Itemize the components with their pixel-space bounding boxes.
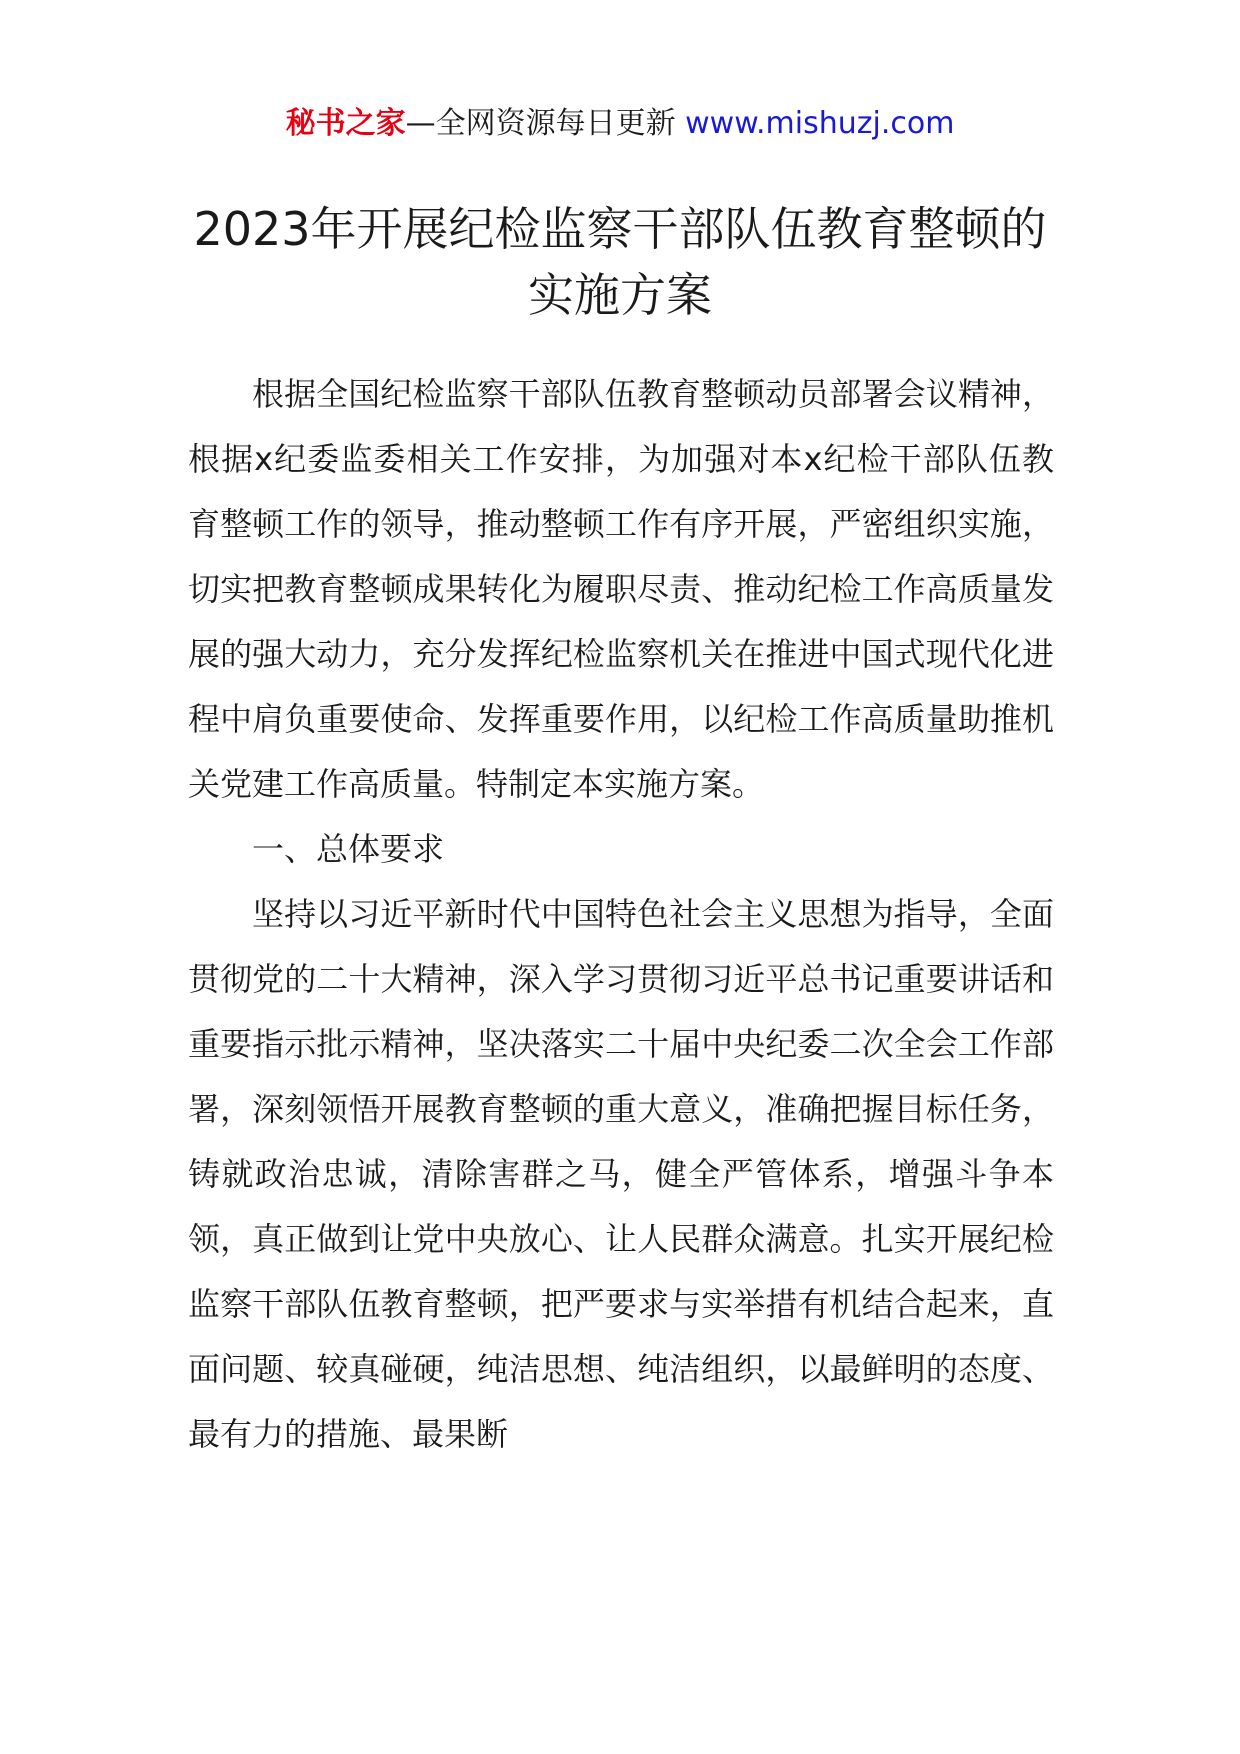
site-header (0, 102, 1240, 146)
section-heading-general-requirements: 一、总体要求 (252, 830, 445, 868)
document-body (188, 362, 1054, 1467)
brand-name: 秘书之家 (285, 106, 406, 141)
paragraph-general-requirements: 坚持以习近平新时代中国特色社会主义思想为指导，全面贯彻党的二十大精神，深入学习贯彻习近平总书记重要讲话和重要指示批示精神，坚决落实二十届中央纪委二次全会工作部署，深刻领悟开展教育整顿的重大意义，准确把握目标任务，铸就政治忠诚，清除害群之马，健全严管体系，增强斗争本领，真正做到让党中央放心、让人民群众满意。扎实开展纪检监察干部队伍教育整顿，把严要求与实举措有机结合起来，直面问题、较真碰硬，纯洁思想、纯洁组织，以最鲜明的态度、最有力的措施、最果断 (188, 895, 1054, 1453)
title-line-2: 实施方案 (528, 268, 712, 322)
site-slogan: —全网资源每日更新 (405, 106, 686, 141)
paragraph-intro: 根据全国纪检监察干部队伍教育整顿动员部署会议精神，根据x纪委监委相关工作安排，为加强对本x纪检干部队伍教育整顿工作的领导，推动整顿工作有序开展，严密组织实施，切实把教育整顿成果转化为履职尽责、推动纪检工作高质量发展的强大动力，充分发挥纪检监察机关在推进中国式现代化进程中肩负重要使命、发挥重要作用，以纪检工作高质量助推机关党建工作高质量。特制定本实施方案。 (188, 375, 1054, 803)
site-url[interactable]: www.mishuzj.com (685, 106, 955, 141)
document-title (120, 196, 1120, 328)
title-line-1: 2023年开展纪检监察干部队伍教育整顿的 (193, 202, 1047, 256)
